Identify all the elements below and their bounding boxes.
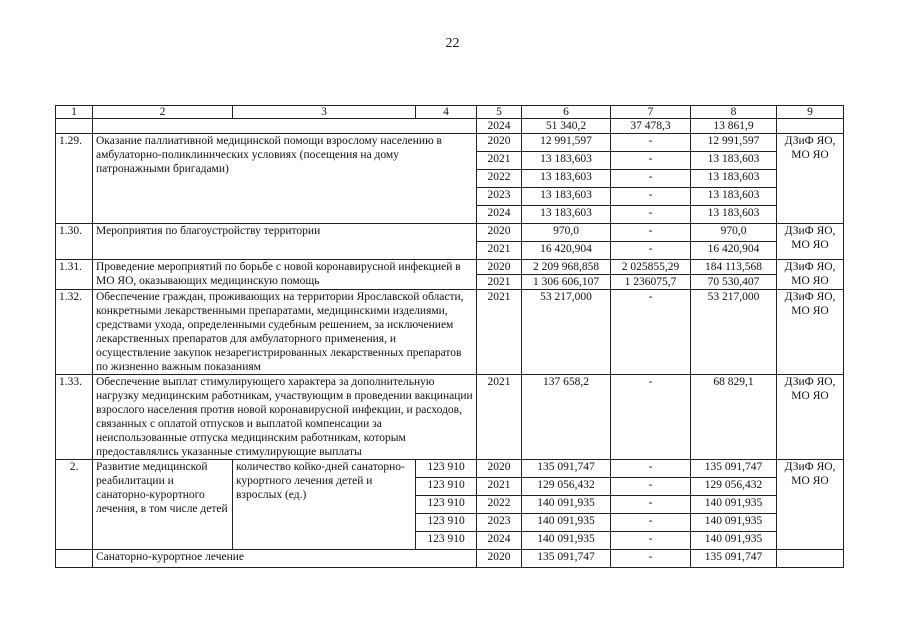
total-cell: 13 183,603 [522,170,611,188]
indicator-value: 123 910 [416,460,477,478]
federal-cell: - [611,134,691,152]
federal-cell: 2 025855,29 [611,260,691,275]
total-cell: 2 209 968,858 [522,260,611,275]
federal-cell: - [611,206,691,224]
total-cell: 1 306 606,107 [522,275,611,290]
federal-cell: - [611,496,691,514]
federal-cell: - [611,170,691,188]
table-row [56,134,844,152]
year-cell: 2020 [477,260,522,275]
header-row [56,106,844,119]
year-cell: 2020 [477,550,522,568]
year-cell: 2021 [477,375,522,460]
federal-cell: - [611,152,691,170]
executor-cell: ДЗиФ ЯО, МО ЯО [777,134,844,224]
row-number: 1.30. [56,224,93,260]
indicator-value: 123 910 [416,514,477,532]
header-cell: 9 [777,106,844,119]
year-cell: 2020 [477,460,522,478]
total-cell: 140 091,935 [522,532,611,550]
header-cell: 7 [611,106,691,119]
total-cell: 13 183,603 [522,206,611,224]
year-cell: 2021 [477,275,522,290]
total-cell: 137 658,2 [522,375,611,460]
regional-cell: 140 091,935 [691,532,777,550]
regional-cell: 13 861,9 [691,119,777,134]
total-cell: 970,0 [522,224,611,242]
table-row [56,260,844,275]
header-cell: 8 [691,106,777,119]
activity-text: Оказание паллиативной медицинской помощи взрослому населению в амбулаторно-поликлинических условиях (посещения на дому патронажными бригадами) [93,134,477,224]
regional-cell: 13 183,603 [691,152,777,170]
activity-text: Обеспечение граждан, проживающих на территории Ярославской области, конкретными лекарственными препаратами, медицинскими изделиями, средствами ухода, определенными судебным решением, за исключением лекарственных препаратов для амбулаторного применения, и осуществление закупок незарегистрированных лекарственных препаратов по жизненно важным показаниям [93,290,477,375]
federal-cell: - [611,460,691,478]
activity-text: Санаторно-курортное лечение [93,550,477,568]
executor-cell: ДЗиФ ЯО, МО ЯО [777,224,844,260]
header-cell: 3 [233,106,416,119]
regional-cell: 140 091,935 [691,514,777,532]
header-cell: 5 [477,106,522,119]
header-cell: 1 [56,106,93,119]
executor-cell: ДЗиФ ЯО, МО ЯО [777,290,844,375]
total-cell: 53 217,000 [522,290,611,375]
total-cell: 16 420,904 [522,242,611,260]
activity-text: Проведение мероприятий по борьбе с новой коронавирусной инфекцией в МО ЯО, оказывающих медицинскую помощь [93,260,477,290]
year-cell: 2023 [477,514,522,532]
row-number: 1.31. [56,260,93,290]
federal-cell: - [611,375,691,460]
federal-cell: 37 478,3 [611,119,691,134]
table-row [56,224,844,242]
regional-cell: 13 183,603 [691,188,777,206]
total-cell: 12 991,597 [522,134,611,152]
regional-cell: 135 091,747 [691,550,777,568]
total-cell: 129 056,432 [522,478,611,496]
regional-cell: 16 420,904 [691,242,777,260]
row-number: 1.33. [56,375,93,460]
year-cell: 2023 [477,188,522,206]
year-cell: 2021 [477,290,522,375]
year-cell: 2021 [477,478,522,496]
row-number: 1.32. [56,290,93,375]
federal-cell: - [611,224,691,242]
regional-cell: 135 091,747 [691,460,777,478]
indicator-value: 123 910 [416,532,477,550]
executor-cell: ДЗиФ ЯО, МО ЯО [777,460,844,550]
table-row [56,119,844,134]
federal-cell: - [611,532,691,550]
page-number: 22 [445,36,460,51]
regional-cell: 970,0 [691,224,777,242]
regional-cell: 68 829,1 [691,375,777,460]
indicator-text: количество койко-дней санаторно-курортного лечения детей и взрослых (ед.) [233,460,416,550]
row-number: 2. [56,460,93,550]
indicator-value: 123 910 [416,478,477,496]
regional-cell: 12 991,597 [691,134,777,152]
table-row [56,375,844,460]
regional-cell: 140 091,935 [691,496,777,514]
regional-cell: 184 113,568 [691,260,777,275]
federal-cell: - [611,478,691,496]
indicator-value: 123 910 [416,496,477,514]
total-cell: 13 183,603 [522,152,611,170]
activity-text: Развитие медицинской реабилитации и санаторно-курортного лечения, в том числе детей [93,460,233,550]
regional-cell: 70 530,407 [691,275,777,290]
regional-cell: 13 183,603 [691,206,777,224]
year-cell: 2020 [477,224,522,242]
year-cell: 2022 [477,170,522,188]
total-cell: 140 091,935 [522,496,611,514]
year-cell: 2021 [477,152,522,170]
federal-cell: 1 236075,7 [611,275,691,290]
regional-cell: 13 183,603 [691,170,777,188]
year-cell: 2020 [477,134,522,152]
federal-cell: - [611,242,691,260]
header-cell: 2 [93,106,233,119]
year-cell: 2024 [477,532,522,550]
row-number: 1.29. [56,134,93,224]
table-row [56,460,844,478]
federal-cell: - [611,514,691,532]
header-cell: 4 [416,106,477,119]
total-cell: 13 183,603 [522,188,611,206]
federal-cell: - [611,188,691,206]
header-cell: 6 [522,106,611,119]
regional-cell: 53 217,000 [691,290,777,375]
program-table [55,105,844,568]
total-cell: 140 091,935 [522,514,611,532]
year-cell: 2024 [477,206,522,224]
executor-cell: ДЗиФ ЯО, МО ЯО [777,375,844,460]
executor-cell: ДЗиФ ЯО, МО ЯО [777,260,844,290]
federal-cell: - [611,550,691,568]
federal-cell: - [611,290,691,375]
activity-text: Мероприятия по благоустройству территории [93,224,477,260]
total-cell: 135 091,747 [522,550,611,568]
year-cell: 2024 [477,119,522,134]
total-cell: 51 340,2 [522,119,611,134]
table-row [56,290,844,375]
regional-cell: 129 056,432 [691,478,777,496]
table-row [56,550,844,568]
year-cell: 2022 [477,496,522,514]
activity-text: Обеспечение выплат стимулирующего характера за дополнительную нагрузку медицинским работникам, участвующим в проведении вакцинации взрослого населения против новой коронавирусной инфекции, и расходов, связанных с оплатой отпусков и выплатой компенсации за неиспользованные отпуска медицинским работникам, которым предоставлялись указанные стимулирующие выплаты [93,375,477,460]
year-cell: 2021 [477,242,522,260]
total-cell: 135 091,747 [522,460,611,478]
